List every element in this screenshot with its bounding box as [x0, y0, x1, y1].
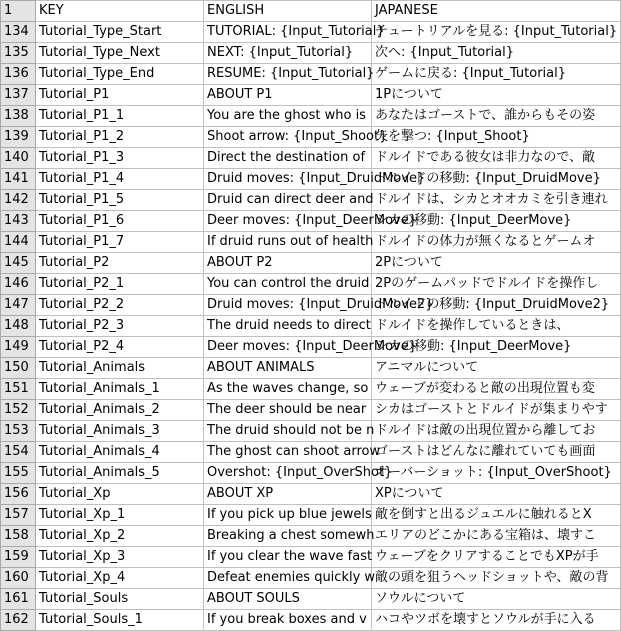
key-cell[interactable]: Tutorial_Animals_1 — [36, 379, 204, 400]
english-cell[interactable]: TUTORIAL: {Input_Tutorial} — [204, 22, 372, 43]
key-cell[interactable]: Tutorial_Xp_2 — [36, 526, 204, 547]
key-cell[interactable]: Tutorial_Xp_4 — [36, 568, 204, 589]
english-cell[interactable]: ABOUT SOULS — [204, 589, 372, 610]
row-number-cell[interactable]: 146 — [1, 274, 36, 295]
japanese-cell[interactable]: シカの移動: {Input_DeerMove} — [372, 337, 621, 358]
japanese-cell[interactable]: 矢を撃つ: {Input_Shoot} — [372, 127, 621, 148]
row-number-cell[interactable]: 150 — [1, 358, 36, 379]
row-number-cell[interactable]: 151 — [1, 379, 36, 400]
english-cell[interactable]: Druid moves: {Input_DruidMove} — [204, 169, 372, 190]
table-row[interactable] — [1, 64, 621, 85]
english-cell[interactable]: Deer moves: {Input_DeerMove} — [204, 211, 372, 232]
row-number-cell[interactable]: 152 — [1, 400, 36, 421]
row-number-cell[interactable]: 160 — [1, 568, 36, 589]
key-cell[interactable]: Tutorial_P2_3 — [36, 316, 204, 337]
row-number-cell[interactable]: 144 — [1, 232, 36, 253]
key-cell[interactable]: Tutorial_Xp_3 — [36, 547, 204, 568]
table-row[interactable] — [1, 316, 621, 337]
table-row[interactable] — [1, 484, 621, 505]
english-cell[interactable]: You are the ghost who is — [204, 106, 372, 127]
row-number-cell[interactable]: 161 — [1, 589, 36, 610]
table-row[interactable] — [1, 421, 621, 442]
table-row[interactable] — [1, 274, 621, 295]
table-row[interactable] — [1, 379, 621, 400]
english-cell[interactable]: Druid moves: {Input_DruidMove2} — [204, 295, 372, 316]
key-cell[interactable]: Tutorial_P1_5 — [36, 190, 204, 211]
key-cell[interactable]: Tutorial_P2_1 — [36, 274, 204, 295]
row-number-cell[interactable]: 157 — [1, 505, 36, 526]
japanese-cell[interactable]: ドルイドである彼女は非力なので、敵 — [372, 148, 621, 169]
japanese-cell[interactable]: ハコやツボを壊すとソウルが手に入る — [372, 610, 621, 631]
key-cell[interactable]: Tutorial_Animals_2 — [36, 400, 204, 421]
japanese-cell[interactable]: エリアのどこかにある宝箱は、壊すこ — [372, 526, 621, 547]
english-cell[interactable]: If you pick up blue jewels — [204, 505, 372, 526]
key-cell[interactable]: Tutorial_P1_2 — [36, 127, 204, 148]
table-row[interactable] — [1, 295, 621, 316]
table-row[interactable] — [1, 568, 621, 589]
english-cell[interactable]: ABOUT P2 — [204, 253, 372, 274]
key-cell[interactable]: Tutorial_Type_End — [36, 64, 204, 85]
row-number-cell[interactable]: 134 — [1, 22, 36, 43]
japanese-cell[interactable]: オーバーショット: {Input_OverShoot} — [372, 463, 621, 484]
row-number-cell[interactable]: 136 — [1, 64, 36, 85]
japanese-cell[interactable]: 敵の頭を狙うヘッドショットや、敵の背 — [372, 568, 621, 589]
japanese-cell[interactable]: ゴーストはどんなに離れていても画面 — [372, 442, 621, 463]
english-cell[interactable]: If druid runs out of health — [204, 232, 372, 253]
english-cell[interactable]: The ghost can shoot arrow — [204, 442, 372, 463]
row-number-cell[interactable]: 141 — [1, 169, 36, 190]
japanese-cell[interactable]: XPについて — [372, 484, 621, 505]
table-row[interactable] — [1, 463, 621, 484]
english-cell[interactable]: The druid should not be n — [204, 421, 372, 442]
key-cell[interactable]: Tutorial_Animals — [36, 358, 204, 379]
table-row[interactable] — [1, 232, 621, 253]
row-number-cell[interactable]: 153 — [1, 421, 36, 442]
japanese-cell[interactable]: 次へ: {Input_Tutorial} — [372, 43, 621, 64]
english-cell[interactable]: ABOUT XP — [204, 484, 372, 505]
english-cell[interactable]: Breaking a chest somewh — [204, 526, 372, 547]
table-row[interactable] — [1, 169, 621, 190]
key-cell[interactable]: Tutorial_Animals_3 — [36, 421, 204, 442]
key-cell[interactable]: Tutorial_Animals_5 — [36, 463, 204, 484]
english-cell[interactable]: Direct the destination of — [204, 148, 372, 169]
english-cell[interactable]: NEXT: {Input_Tutorial} — [204, 43, 372, 64]
table-row[interactable] — [1, 589, 621, 610]
key-cell[interactable]: Tutorial_P1 — [36, 85, 204, 106]
row-number-cell[interactable]: 139 — [1, 127, 36, 148]
row-number-cell[interactable]: 147 — [1, 295, 36, 316]
japanese-cell[interactable]: 1Pについて — [372, 85, 621, 106]
column-header-key[interactable]: KEY — [36, 1, 204, 22]
english-cell[interactable]: Overshot: {Input_OverShot} — [204, 463, 372, 484]
english-cell[interactable]: You can control the druid — [204, 274, 372, 295]
key-cell[interactable]: Tutorial_P2_4 — [36, 337, 204, 358]
table-row[interactable] — [1, 211, 621, 232]
row-number-cell[interactable]: 140 — [1, 148, 36, 169]
japanese-cell[interactable]: ウェーブをクリアすることでもXPが手 — [372, 547, 621, 568]
japanese-cell[interactable]: ウェーブが変わると敵の出現位置も変 — [372, 379, 621, 400]
key-cell[interactable]: Tutorial_Animals_4 — [36, 442, 204, 463]
japanese-cell[interactable]: シカはゴーストとドルイドが集まりやす — [372, 400, 621, 421]
table-row[interactable] — [1, 85, 621, 106]
japanese-cell[interactable]: ドルイドの体力が無くなるとゲームオ — [372, 232, 621, 253]
english-cell[interactable]: If you break boxes and v — [204, 610, 372, 631]
row-number-cell[interactable]: 162 — [1, 610, 36, 631]
english-cell[interactable]: The druid needs to direct — [204, 316, 372, 337]
table-row[interactable] — [1, 337, 621, 358]
row-number-cell[interactable]: 156 — [1, 484, 36, 505]
japanese-cell[interactable]: ドルイドを操作しているときは、 — [372, 316, 621, 337]
english-cell[interactable]: Deer moves: {Input_DeerMove} — [204, 337, 372, 358]
table-row[interactable] — [1, 547, 621, 568]
key-cell[interactable]: Tutorial_P2 — [36, 253, 204, 274]
english-cell[interactable]: If you clear the wave fast — [204, 547, 372, 568]
key-cell[interactable]: Tutorial_Xp — [36, 484, 204, 505]
row-number-cell[interactable]: 143 — [1, 211, 36, 232]
table-row[interactable] — [1, 148, 621, 169]
row-number-cell[interactable]: 158 — [1, 526, 36, 547]
row-number-cell[interactable]: 145 — [1, 253, 36, 274]
japanese-cell[interactable]: ゲームに戻る: {Input_Tutorial} — [372, 64, 621, 85]
row-number-cell[interactable]: 148 — [1, 316, 36, 337]
english-cell[interactable]: Shoot arrow: {Input_Shoot} — [204, 127, 372, 148]
table-row[interactable] — [1, 253, 621, 274]
japanese-cell[interactable]: アニマルについて — [372, 358, 621, 379]
key-cell[interactable]: Tutorial_P1_6 — [36, 211, 204, 232]
table-row[interactable] — [1, 43, 621, 64]
japanese-cell[interactable]: ソウルについて — [372, 589, 621, 610]
row-number-header[interactable]: 1 — [1, 1, 36, 22]
row-number-cell[interactable]: 135 — [1, 43, 36, 64]
table-row[interactable] — [1, 106, 621, 127]
table-row[interactable] — [1, 22, 621, 43]
table-row[interactable] — [1, 127, 621, 148]
japanese-cell[interactable]: ドルイドの移動: {Input_DruidMove} — [372, 169, 621, 190]
row-number-cell[interactable]: 138 — [1, 106, 36, 127]
key-cell[interactable]: Tutorial_P1_7 — [36, 232, 204, 253]
english-cell[interactable]: As the waves change, so — [204, 379, 372, 400]
english-cell[interactable]: Druid can direct deer and — [204, 190, 372, 211]
key-cell[interactable]: Tutorial_Type_Start — [36, 22, 204, 43]
row-number-cell[interactable]: 142 — [1, 190, 36, 211]
key-cell[interactable]: Tutorial_P1_4 — [36, 169, 204, 190]
table-row[interactable] — [1, 358, 621, 379]
key-cell[interactable]: Tutorial_P1_1 — [36, 106, 204, 127]
column-header-japanese[interactable]: JAPANESE — [372, 1, 621, 22]
japanese-cell[interactable]: シカの移動: {Input_DeerMove} — [372, 211, 621, 232]
japanese-cell[interactable]: ドルイドは敵の出現位置から離してお — [372, 421, 621, 442]
english-cell[interactable]: The deer should be near — [204, 400, 372, 421]
key-cell[interactable]: Tutorial_Souls — [36, 589, 204, 610]
japanese-cell[interactable]: ドルイドの移動: {Input_DruidMove2} — [372, 295, 621, 316]
english-cell[interactable]: ABOUT P1 — [204, 85, 372, 106]
japanese-cell[interactable]: あなたはゴーストで、誰からもその姿 — [372, 106, 621, 127]
key-cell[interactable]: Tutorial_Souls_1 — [36, 610, 204, 631]
english-cell[interactable]: ABOUT ANIMALS — [204, 358, 372, 379]
japanese-cell[interactable]: 2Pについて — [372, 253, 621, 274]
english-cell[interactable]: RESUME: {Input_Tutorial} — [204, 64, 372, 85]
table-body — [1, 22, 621, 631]
key-cell[interactable]: Tutorial_Type_Next — [36, 43, 204, 64]
key-cell[interactable]: Tutorial_P1_3 — [36, 148, 204, 169]
row-number-cell[interactable]: 154 — [1, 442, 36, 463]
row-number-cell[interactable]: 149 — [1, 337, 36, 358]
row-number-cell[interactable]: 159 — [1, 547, 36, 568]
key-cell[interactable]: Tutorial_P2_2 — [36, 295, 204, 316]
table-row[interactable] — [1, 442, 621, 463]
table-row[interactable] — [1, 400, 621, 421]
table-row[interactable] — [1, 190, 621, 211]
row-number-cell[interactable]: 155 — [1, 463, 36, 484]
table-row[interactable] — [1, 526, 621, 547]
table-row[interactable] — [1, 610, 621, 631]
column-header-english[interactable]: ENGLISH — [204, 1, 372, 22]
japanese-cell[interactable]: チュートリアルを見る: {Input_Tutorial} — [372, 22, 621, 43]
japanese-cell[interactable]: ドルイドは、シカとオオカミを引き連れ — [372, 190, 621, 211]
table-row[interactable] — [1, 505, 621, 526]
row-number-cell[interactable]: 137 — [1, 85, 36, 106]
english-cell[interactable]: Defeat enemies quickly w — [204, 568, 372, 589]
japanese-cell[interactable]: 2Pのゲームパッドでドルイドを操作し — [372, 274, 621, 295]
japanese-cell[interactable]: 敵を倒すと出るジュエルに触れるとX — [372, 505, 621, 526]
header-row[interactable] — [1, 1, 621, 22]
key-cell[interactable]: Tutorial_Xp_1 — [36, 505, 204, 526]
